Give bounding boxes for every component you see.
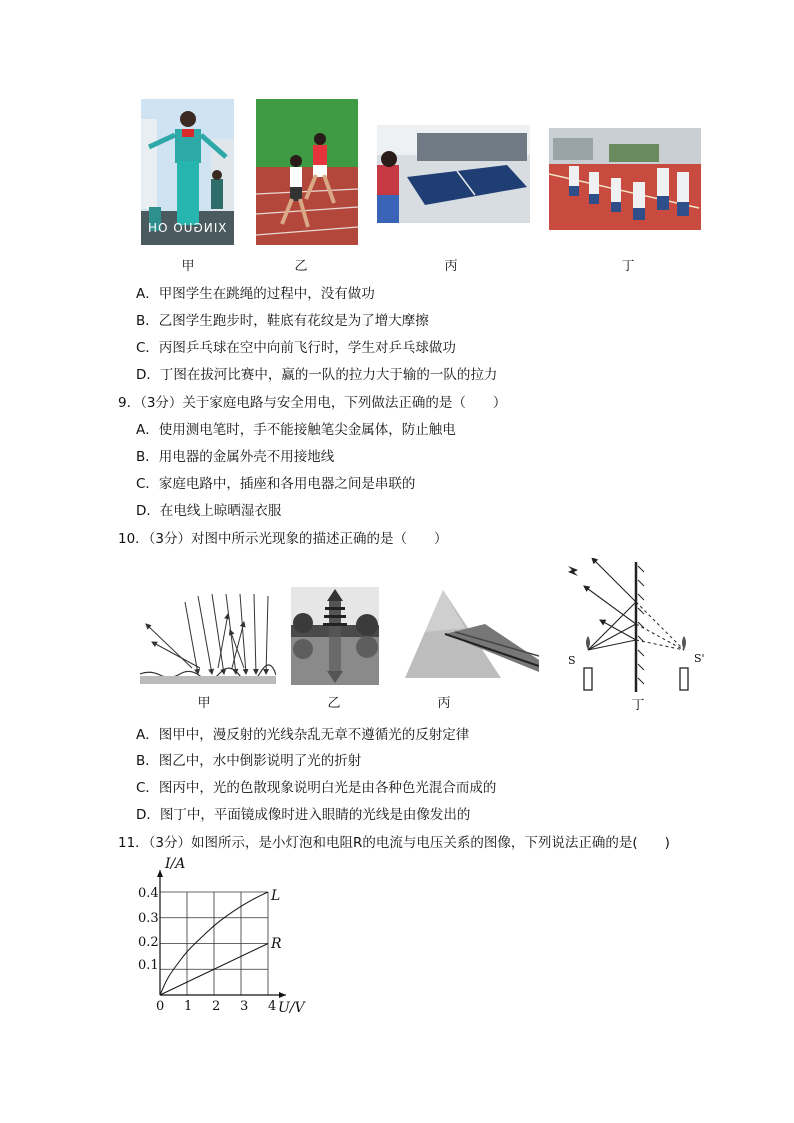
x-tick-2: 2 <box>212 999 221 1014</box>
y-tick-0.1: 0.1 <box>138 958 159 973</box>
q8-option-c: C．丙图乒乓球在空中向前飞行时，学生对乒乓球做功 <box>136 340 456 356</box>
photo-yi-running <box>256 99 358 245</box>
q10-option-c: C．图丙中，光的色散现象说明白光是由各种色光混合而成的 <box>136 780 497 796</box>
caption-yi: 乙 <box>294 259 308 274</box>
q10-option-d: D．图丁中，平面镜成像时进入眼睛的光线是由像发出的 <box>136 807 471 823</box>
q9-option-a: A．使用测电笔时，手不能接触笔尖金属体，防止触电 <box>136 422 456 438</box>
q10-caption-jia: 甲 <box>197 696 211 711</box>
x-axis-arrow <box>279 992 286 998</box>
y-axis-arrow <box>157 870 163 877</box>
photo-jia-jump-rope <box>141 99 234 245</box>
q8-option-a: A．甲图学生在跳绳的过程中，没有做功 <box>136 286 375 302</box>
label-s: S <box>568 654 576 667</box>
q10-stem: 10．（3分）对图中所示光现象的描述正确的是（ ） <box>118 531 448 547</box>
q10-caption-ding: 丁 <box>631 698 645 713</box>
jia-banner-text: XINGUO OH <box>147 221 227 235</box>
figure-jia-diffuse-reflection <box>140 588 276 686</box>
series-label-l: L <box>271 888 281 904</box>
q9-option-d: D．在电线上晾晒湿衣服 <box>136 503 282 519</box>
caption-ding: 丁 <box>621 259 635 274</box>
x-tick-1: 1 <box>184 999 193 1014</box>
x-tick-3: 3 <box>240 999 249 1014</box>
q9-stem: 9．（3分）关于家庭电路与安全用电，下列做法正确的是（ ） <box>118 395 507 411</box>
q8-option-b: B．乙图学生跑步时，鞋底有花纹是为了增大摩擦 <box>136 313 429 329</box>
figure-bing-prism-dispersion <box>405 588 539 682</box>
series-label-r: R <box>271 936 282 952</box>
label-s-prime: S' <box>694 652 705 665</box>
q10-option-a: A．图甲中，漫反射的光线杂乱无章不遵循光的反射定律 <box>136 727 470 743</box>
y-tick-0.4: 0.4 <box>138 886 159 901</box>
q10-option-b: B．图乙中，水中倒影说明了光的折射 <box>136 753 362 769</box>
photo-ding-tug-of-war <box>549 128 701 230</box>
iv-chart <box>130 852 330 1022</box>
x-tick-4: 4 <box>268 999 277 1014</box>
y-axis-label: I/A <box>165 856 186 872</box>
q9-option-b: B．用电器的金属外壳不用接地线 <box>136 449 335 465</box>
q11-stem: 11．（3分）如图所示，是小灯泡和电阻R的电流与电压关系的图像，下列说法正确的是( ) <box>118 835 670 851</box>
figure-yi-pagoda-reflection <box>291 587 379 685</box>
figure-ding-plane-mirror <box>562 558 712 714</box>
y-tick-0.3: 0.3 <box>138 911 159 926</box>
q8-option-d: D．丁图在拔河比赛中，赢的一队的拉力大于输的一队的拉力 <box>136 367 498 383</box>
q10-caption-yi: 乙 <box>327 696 341 711</box>
y-tick-0.2: 0.2 <box>138 935 159 950</box>
q9-option-c: C．家庭电路中，插座和各用电器之间是串联的 <box>136 476 416 492</box>
iv-chart-svg <box>130 852 330 1022</box>
q10-caption-bing: 丙 <box>437 696 451 711</box>
x-axis-label: U/V <box>278 1000 305 1016</box>
x-tick-0: 0 <box>156 999 165 1014</box>
caption-jia: 甲 <box>181 259 195 274</box>
caption-bing: 丙 <box>444 259 458 274</box>
photo-bing-table-tennis <box>377 125 530 223</box>
